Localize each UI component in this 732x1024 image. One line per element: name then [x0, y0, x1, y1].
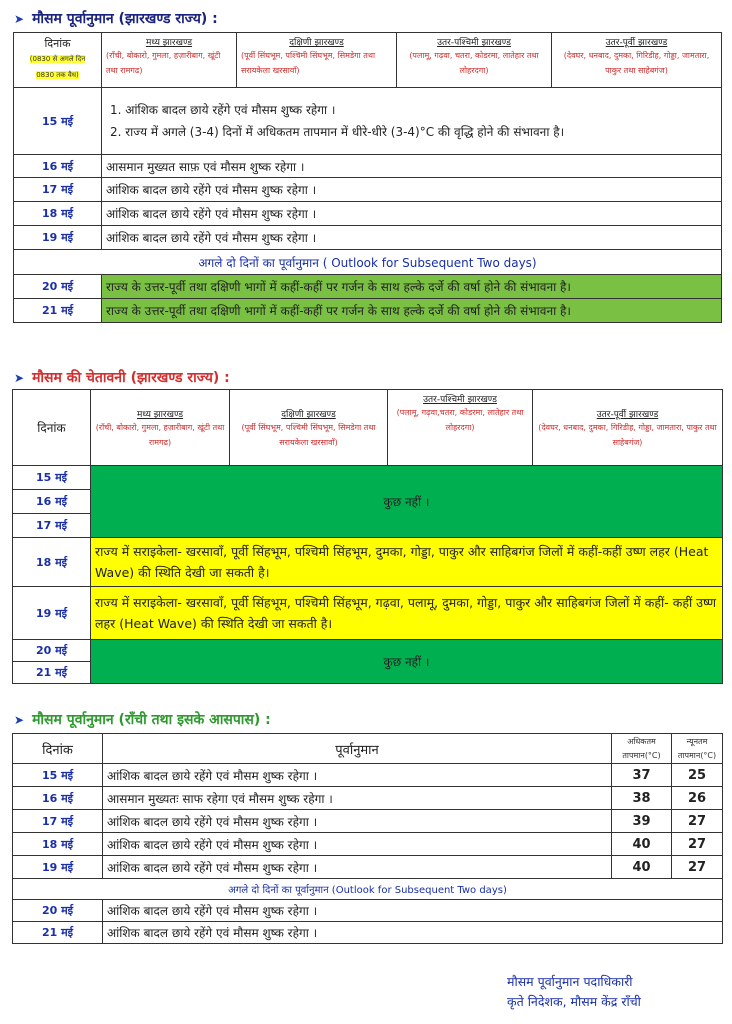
- row-date: 15 मई: [13, 764, 103, 787]
- row-date: 16 मई: [13, 787, 103, 810]
- outlook-row: [13, 879, 723, 900]
- forecast-line-2: 2. राज्य में अगले (3-4) दिनों में अधिकतम तापमान में धीरे-धीरे (3-4)°C की वृद्धि होने की संभावना है।: [110, 125, 565, 139]
- min-temp: 27: [672, 810, 723, 833]
- signature-block: [507, 972, 641, 1012]
- min-temp: 27: [672, 833, 723, 856]
- row-date: 18 मई: [13, 833, 103, 856]
- date-label: दिनांक: [44, 37, 71, 50]
- row-forecast: [102, 88, 722, 155]
- date-header: दिनांक: [13, 390, 91, 466]
- section-1-title-text: मौसम पूर्वानुमान (झारखण्ड राज्य) :: [32, 11, 218, 27]
- table-header-row: [13, 734, 723, 764]
- arrow-bullet-icon: ➤: [14, 11, 25, 26]
- table-row: [14, 226, 722, 250]
- max-temp-header: [612, 734, 672, 764]
- forecast-line-1: 1. आंशिक बादल छाये रहेंगे एवं मौसम शुष्क रहेगा ।: [110, 103, 336, 117]
- table-row: [13, 900, 723, 922]
- table-row: [14, 275, 722, 299]
- max-temp-label-2: तापमान(°C): [622, 750, 661, 760]
- row-date: 21 मई: [13, 922, 103, 944]
- region-districts: (पूर्वी सिंघभूम, पश्चिमी सिंघभूम, सिमडेगा तथा सरायकेला खरसावाँ): [241, 423, 376, 447]
- region-header-northeast: [552, 33, 722, 88]
- region-name: मध्य झारखण्ड: [136, 410, 184, 420]
- region-districts: (राँची, बोकारो, गुमला, हज़ारीबाग, खूंटी तथा रामगढ): [106, 51, 221, 75]
- row-date: 20 मई: [14, 275, 102, 299]
- region-name: दक्षिणी झारखण्ड: [281, 410, 336, 420]
- table-header-row: [14, 33, 722, 88]
- row-date: 21 मई: [14, 299, 102, 323]
- arrow-bullet-icon: ➤: [14, 370, 25, 385]
- outlook-heading: अगले दो दिनों का पूर्वानुमान (Outlook for Subsequent Two days): [13, 879, 723, 900]
- row-forecast: आंशिक बादल छाये रहेंगे एवं मौसम शुष्क रहेगा ।: [102, 202, 722, 226]
- min-temp: 26: [672, 787, 723, 810]
- date-header: दिनांक: [13, 734, 103, 764]
- row-date: 15 मई: [14, 88, 102, 155]
- min-temp: 27: [672, 856, 723, 879]
- table-row: [13, 538, 723, 587]
- min-temp-label-1: न्यूनतम: [686, 736, 708, 746]
- region-header-central: [102, 33, 237, 88]
- outlook-row: [14, 250, 722, 275]
- row-date: 21 मई: [13, 662, 91, 684]
- row-date: 17 मई: [13, 514, 91, 538]
- validity-note-2: 0830 तक वैध): [36, 71, 79, 79]
- table-row: [13, 787, 723, 810]
- region-header-northwest: [397, 33, 552, 88]
- region-name: दक्षिणी झारखण्ड: [289, 38, 344, 48]
- row-date: 16 मई: [14, 155, 102, 178]
- min-temp: 25: [672, 764, 723, 787]
- table-row: [14, 178, 722, 202]
- region-header-central: [91, 390, 230, 466]
- heat-wave-warning: राज्य में सराइकेला- खरसावाँ, पूर्वी सिंहभूम, पश्चिमी सिंहभूम, दुमका, गोड्डा, पाकुर और साहिबगंज जिलों में कहीं-कहीं उष्ण लहर (Heat Wave) की स्थिति देखी जा सकती है।: [91, 538, 723, 587]
- ranchi-forecast-table: [12, 733, 723, 944]
- region-districts: (पूर्वी सिंघभूम, पश्चिमी सिंघभूम, सिमडेगा तथा सरायकेला खरसावाँ): [241, 51, 376, 75]
- table-row: [13, 466, 723, 490]
- no-warning-cell: कुछ नहीं ।: [91, 640, 723, 684]
- signature-line-1: मौसम पूर्वानुमान पदाधिकारी: [507, 974, 633, 989]
- max-temp: 40: [612, 856, 672, 879]
- state-warning-table: [12, 389, 723, 684]
- region-districts: (देवघर, धनबाद, दुमका, गिरिडीह, गोड्डा, जामतारा, पाकुर तथा साहेबगंज): [563, 51, 710, 75]
- section-2-title-text: मौसम की चेतावनी (झारखण्ड राज्य) :: [32, 370, 230, 386]
- row-forecast: आंशिक बादल छाये रहेंगे एवं मौसम शुष्क रहेगा ।: [102, 226, 722, 250]
- row-date: 18 मई: [14, 202, 102, 226]
- row-forecast: आंशिक बादल छाये रहेंगे एवं मौसम शुष्क रहेगा ।: [103, 810, 612, 833]
- region-districts: (पलामू, गढ़वा, चतरा, कोडरमा, लातेहार तथा लोहरदगा): [409, 51, 539, 75]
- table-row: [13, 833, 723, 856]
- row-date: 20 मई: [13, 640, 91, 662]
- table-row: [13, 922, 723, 944]
- validity-note-1: (0830 से अगले दिन: [29, 55, 86, 63]
- row-forecast: आंशिक बादल छाये रहेंगे एवं मौसम शुष्क रहेगा ।: [103, 922, 723, 944]
- row-date: 20 मई: [13, 900, 103, 922]
- table-row: [14, 155, 722, 178]
- row-forecast: राज्य के उत्तर-पूर्वी तथा दक्षिणी भागों में कहीं-कहीं पर गर्जन के साथ हल्के दर्जे की वर्षा होने की संभावना है।: [102, 299, 722, 323]
- table-row: [13, 587, 723, 640]
- row-date: 16 मई: [13, 490, 91, 514]
- region-districts: (देवघर, धनबाद, दुमका, गिरिडीह, गोड्डा, जामतारा, पाकुर तथा साहेबगंज): [538, 423, 717, 447]
- state-forecast-table: [13, 32, 722, 323]
- date-header: [14, 33, 102, 88]
- row-forecast: आंशिक बादल छाये रहेंगे एवं मौसम शुष्क रहेगा ।: [103, 856, 612, 879]
- table-row: [13, 856, 723, 879]
- row-forecast: आंशिक बादल छाये रहेंगे एवं मौसम शुष्क रहेगा ।: [103, 833, 612, 856]
- row-date: 18 मई: [13, 538, 91, 587]
- region-header-northwest: [388, 390, 533, 466]
- no-warning-cell: कुछ नहीं ।: [91, 466, 723, 538]
- forecast-header: पूर्वानुमान: [103, 734, 612, 764]
- row-date: 17 मई: [13, 810, 103, 833]
- heat-wave-warning: राज्य में सराइकेला- खरसावाँ, पूर्वी सिंहभूम, पश्चिमी सिंहभूम, गढ़वा, पलामू, दुमका, गोड्डा, पाकुर और साहिबगंज जिलों में कहीं- कहीं उष्ण लहर (Heat Wave) की स्थिति देखी जा सकती है।: [91, 587, 723, 640]
- table-row: [13, 764, 723, 787]
- row-forecast: राज्य के उत्तर-पूर्वी तथा दक्षिणी भागों में कहीं-कहीं पर गर्जन के साथ हल्के दर्जे की वर्षा होने की संभावना है।: [102, 275, 722, 299]
- section-2-title: [14, 368, 230, 387]
- table-header-row: [13, 390, 723, 466]
- row-forecast: आंशिक बादल छाये रहेंगे एवं मौसम शुष्क रहेगा ।: [103, 764, 612, 787]
- signature-line-2: कृते निदेशक, मौसम केंद्र राँची: [507, 994, 641, 1009]
- table-row: [14, 88, 722, 155]
- row-date: 19 मई: [13, 587, 91, 640]
- region-name: उतर-पूर्वी झारखण्ड: [596, 410, 659, 420]
- max-temp: 37: [612, 764, 672, 787]
- row-date: 15 मई: [13, 466, 91, 490]
- row-date: 17 मई: [14, 178, 102, 202]
- region-name: मध्य झारखण्ड: [145, 38, 193, 48]
- arrow-bullet-icon: ➤: [14, 712, 25, 727]
- region-header-south: [230, 390, 388, 466]
- row-forecast: आसमान मुख्यतः साफ रहेगा एवं मौसम शुष्क रहेगा ।: [103, 787, 612, 810]
- row-date: 19 मई: [14, 226, 102, 250]
- row-date: 19 मई: [13, 856, 103, 879]
- min-temp-label-2: तापमान(°C): [677, 750, 717, 760]
- table-row: [14, 299, 722, 323]
- region-districts: (पलामू, गढ़वा,चतरा, कोडरमा, लातेहार तथा लोहरदगा): [396, 408, 524, 432]
- row-forecast: आंशिक बादल छाये रहेंगे एवं मौसम शुष्क रहेगा ।: [102, 178, 722, 202]
- table-row: [14, 202, 722, 226]
- outlook-heading: अगले दो दिनों का पूर्वानुमान ( Outlook for Subsequent Two days): [14, 250, 722, 275]
- row-forecast: आंशिक बादल छाये रहेंगे एवं मौसम शुष्क रहेगा ।: [103, 900, 723, 922]
- max-temp: 40: [612, 833, 672, 856]
- max-temp: 38: [612, 787, 672, 810]
- section-3-title: [14, 710, 271, 729]
- row-forecast: आसमान मुख्यत साफ़ एवं मौसम शुष्क रहेगा ।: [102, 155, 722, 178]
- min-temp-header: [672, 734, 723, 764]
- section-3-title-text: मौसम पूर्वानुमान (राँची तथा इसके आसपास) :: [32, 712, 271, 728]
- region-districts: (राँची, बोकारो, गुमला, हज़ारीबाग, खूंटी तथा रामगढ): [95, 423, 225, 447]
- max-temp-label-1: अधिकतम: [627, 736, 656, 746]
- section-1-title: [14, 9, 218, 28]
- max-temp: 39: [612, 810, 672, 833]
- region-header-northeast: [533, 390, 723, 466]
- region-header-south: [237, 33, 397, 88]
- region-name: उतर-पश्चिमी झारखण्ड: [437, 38, 511, 48]
- table-row: [13, 810, 723, 833]
- region-name: उतर-पूर्वी झारखण्ड: [605, 38, 668, 48]
- region-name: उतर-पश्चिमी झारखण्ड: [423, 395, 497, 405]
- table-row: [13, 640, 723, 662]
